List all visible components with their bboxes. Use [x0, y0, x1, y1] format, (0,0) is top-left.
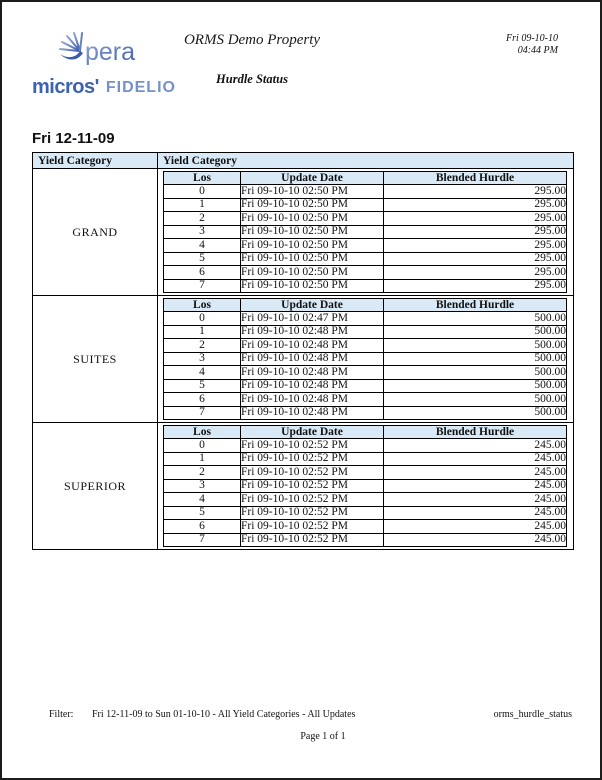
cell-update-date: Fri 09-10-10 02:50 PM	[241, 266, 384, 280]
filter-label: Filter:	[49, 709, 74, 720]
cell-update-date: Fri 09-10-10 02:52 PM	[241, 506, 384, 520]
hurdle-row	[164, 493, 567, 507]
cell-blended-hurdle: 245.00	[384, 479, 567, 493]
cell-update-date: Fri 09-10-10 02:48 PM	[241, 379, 384, 393]
cell-blended-hurdle: 500.00	[384, 325, 567, 339]
outer-header-yield-category-left: Yield Category	[33, 153, 158, 169]
cell-blended-hurdle: 245.00	[384, 439, 567, 453]
cell-los: 2	[164, 466, 241, 480]
cell-los: 5	[164, 506, 241, 520]
col-header-update-date: Update Date	[241, 426, 384, 439]
yield-category-name: SUPERIOR	[33, 423, 158, 550]
hurdle-row	[164, 352, 567, 366]
cell-blended-hurdle: 295.00	[384, 225, 567, 239]
cell-update-date: Fri 09-10-10 02:52 PM	[241, 520, 384, 534]
cell-update-date: Fri 09-10-10 02:52 PM	[241, 466, 384, 480]
hurdle-table-header	[164, 172, 567, 185]
col-header-blended-hurdle: Blended Hurdle	[384, 299, 567, 312]
col-header-blended-hurdle: Blended Hurdle	[384, 172, 567, 185]
print-time: 04:44 PM	[517, 45, 558, 56]
cell-blended-hurdle: 295.00	[384, 266, 567, 280]
cell-update-date: Fri 09-10-10 02:50 PM	[241, 185, 384, 199]
cell-blended-hurdle: 295.00	[384, 252, 567, 266]
cell-update-date: Fri 09-10-10 02:50 PM	[241, 225, 384, 239]
hurdle-row	[164, 225, 567, 239]
cell-update-date: Fri 09-10-10 02:48 PM	[241, 366, 384, 380]
cell-los: 3	[164, 352, 241, 366]
report-title: Hurdle Status	[216, 72, 288, 86]
yield-section-content	[158, 169, 574, 296]
cell-blended-hurdle: 245.00	[384, 452, 567, 466]
yield-section-superior	[33, 423, 574, 550]
cell-los: 4	[164, 366, 241, 380]
property-name: ORMS Demo Property	[183, 32, 321, 48]
cell-los: 5	[164, 252, 241, 266]
cell-blended-hurdle: 245.00	[384, 466, 567, 480]
svg-text:pera: pera	[85, 38, 136, 66]
hurdle-table-header	[164, 426, 567, 439]
hurdle-row	[164, 466, 567, 480]
cell-los: 2	[164, 339, 241, 353]
cell-los: 0	[164, 312, 241, 326]
cell-update-date: Fri 09-10-10 02:50 PM	[241, 252, 384, 266]
cell-update-date: Fri 09-10-10 02:48 PM	[241, 406, 384, 420]
filter-value: Fri 12-11-09 to Sun 01-10-10 - All Yield Categories - All Updates	[92, 709, 356, 720]
cell-blended-hurdle: 500.00	[384, 339, 567, 353]
cell-los: 1	[164, 452, 241, 466]
cell-update-date: Fri 09-10-10 02:52 PM	[241, 452, 384, 466]
micros-logo-text: micros'	[32, 76, 99, 98]
hurdle-row	[164, 533, 567, 547]
cell-update-date: Fri 09-10-10 02:52 PM	[241, 439, 384, 453]
hurdle-row	[164, 379, 567, 393]
cell-update-date: Fri 09-10-10 02:52 PM	[241, 533, 384, 547]
cell-blended-hurdle: 500.00	[384, 406, 567, 420]
cell-los: 3	[164, 225, 241, 239]
cell-los: 7	[164, 279, 241, 293]
yield-category-table	[32, 152, 574, 550]
cell-blended-hurdle: 500.00	[384, 393, 567, 407]
col-header-update-date: Update Date	[241, 172, 384, 185]
col-header-los: Los	[164, 299, 241, 312]
hurdle-row	[164, 339, 567, 353]
cell-blended-hurdle: 245.00	[384, 506, 567, 520]
col-header-los: Los	[164, 426, 241, 439]
cell-blended-hurdle: 500.00	[384, 352, 567, 366]
hurdle-row	[164, 439, 567, 453]
cell-blended-hurdle: 295.00	[384, 185, 567, 199]
cell-los: 6	[164, 266, 241, 280]
yield-section-suites	[33, 296, 574, 423]
hurdle-row	[164, 393, 567, 407]
opera-logo-icon	[56, 32, 138, 68]
hurdle-row	[164, 212, 567, 226]
cell-update-date: Fri 09-10-10 02:52 PM	[241, 479, 384, 493]
hurdle-row	[164, 366, 567, 380]
report-id: orms_hurdle_status	[493, 709, 572, 720]
hurdle-table-header	[164, 299, 567, 312]
yield-section-content	[158, 296, 574, 423]
fidelio-logo-text: FIDELIO	[105, 78, 176, 96]
hurdle-row	[164, 325, 567, 339]
outer-header-row	[33, 153, 574, 169]
print-datetime	[438, 33, 558, 57]
hurdle-row	[164, 279, 567, 293]
cell-blended-hurdle: 295.00	[384, 198, 567, 212]
hurdle-table	[163, 298, 567, 420]
cell-update-date: Fri 09-10-10 02:50 PM	[241, 212, 384, 226]
cell-los: 1	[164, 198, 241, 212]
hurdle-row	[164, 266, 567, 280]
print-date: Fri 09-10-10	[506, 33, 558, 44]
cell-update-date: Fri 09-10-10 02:48 PM	[241, 393, 384, 407]
col-header-update-date: Update Date	[241, 299, 384, 312]
col-header-blended-hurdle: Blended Hurdle	[384, 426, 567, 439]
date-heading: Fri 12-11-09	[32, 130, 115, 147]
cell-los: 2	[164, 212, 241, 226]
yield-category-name: GRAND	[33, 169, 158, 296]
cell-los: 7	[164, 406, 241, 420]
cell-los: 0	[164, 185, 241, 199]
cell-blended-hurdle: 500.00	[384, 366, 567, 380]
yield-section-grand	[33, 169, 574, 296]
yield-category-name: SUITES	[33, 296, 158, 423]
hurdle-row	[164, 506, 567, 520]
cell-blended-hurdle: 295.00	[384, 212, 567, 226]
cell-los: 4	[164, 493, 241, 507]
cell-los: 6	[164, 393, 241, 407]
hurdle-row	[164, 239, 567, 253]
title-block	[127, 32, 377, 87]
hurdle-row	[164, 185, 567, 199]
hurdle-row	[164, 406, 567, 420]
cell-blended-hurdle: 295.00	[384, 279, 567, 293]
cell-update-date: Fri 09-10-10 02:50 PM	[241, 279, 384, 293]
cell-blended-hurdle: 500.00	[384, 379, 567, 393]
hurdle-table	[163, 425, 567, 547]
cell-blended-hurdle: 295.00	[384, 239, 567, 253]
cell-blended-hurdle: 245.00	[384, 520, 567, 534]
cell-los: 0	[164, 439, 241, 453]
cell-los: 5	[164, 379, 241, 393]
cell-los: 7	[164, 533, 241, 547]
hurdle-row	[164, 312, 567, 326]
cell-update-date: Fri 09-10-10 02:50 PM	[241, 198, 384, 212]
hurdle-row	[164, 198, 567, 212]
cell-update-date: Fri 09-10-10 02:52 PM	[241, 493, 384, 507]
hurdle-row	[164, 520, 567, 534]
col-header-los: Los	[164, 172, 241, 185]
cell-update-date: Fri 09-10-10 02:48 PM	[241, 325, 384, 339]
cell-blended-hurdle: 245.00	[384, 533, 567, 547]
cell-blended-hurdle: 500.00	[384, 312, 567, 326]
page-number: Page 1 of 1	[300, 731, 346, 742]
hurdle-row	[164, 452, 567, 466]
cell-blended-hurdle: 245.00	[384, 493, 567, 507]
cell-update-date: Fri 09-10-10 02:48 PM	[241, 352, 384, 366]
hurdle-row	[164, 479, 567, 493]
hurdle-row	[164, 252, 567, 266]
cell-los: 1	[164, 325, 241, 339]
cell-update-date: Fri 09-10-10 02:50 PM	[241, 239, 384, 253]
cell-los: 6	[164, 520, 241, 534]
cell-update-date: Fri 09-10-10 02:47 PM	[241, 312, 384, 326]
outer-header-yield-category-right: Yield Category	[158, 153, 574, 169]
hurdle-table	[163, 171, 567, 293]
cell-los: 4	[164, 239, 241, 253]
cell-los: 3	[164, 479, 241, 493]
yield-section-content	[158, 423, 574, 550]
cell-update-date: Fri 09-10-10 02:48 PM	[241, 339, 384, 353]
